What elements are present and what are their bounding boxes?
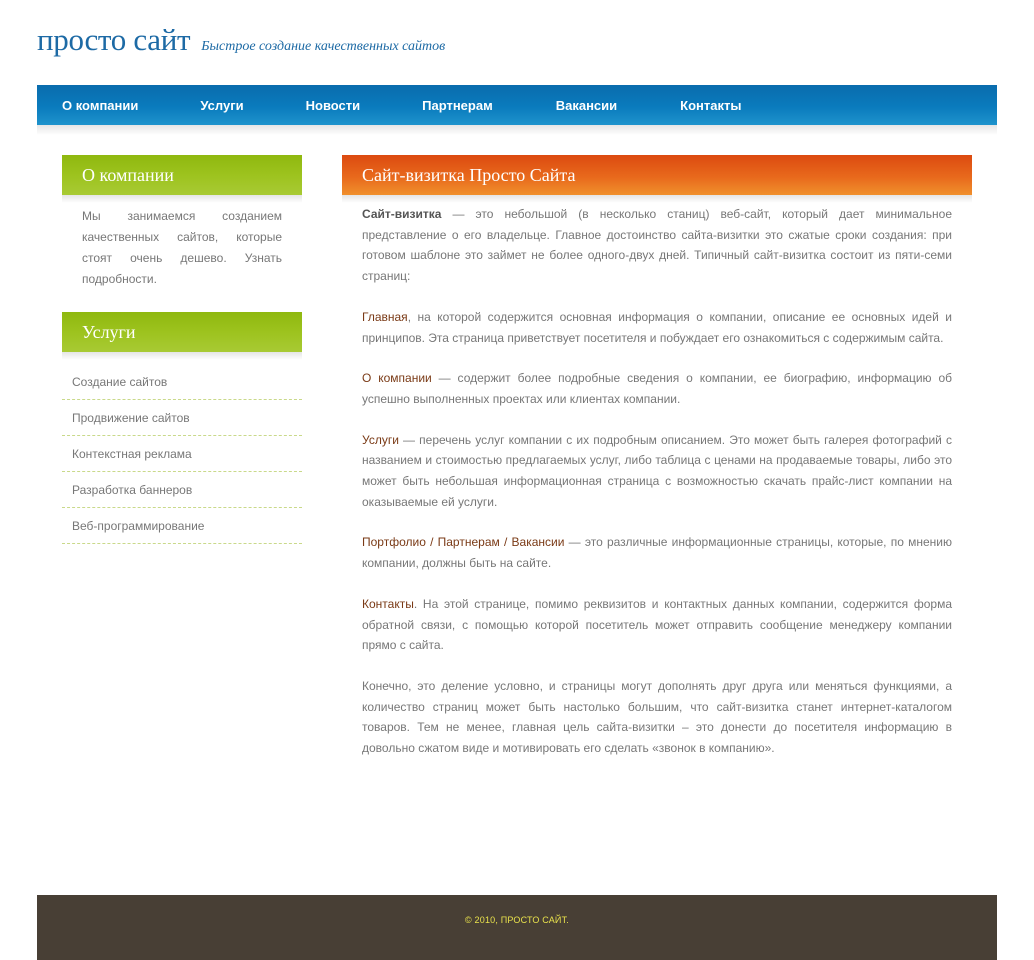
services-list xyxy=(62,364,302,544)
footer-copyright: © 2010, ПРОСТО САЙТ. xyxy=(465,915,569,925)
paragraph-text: — перечень услуг компании с их подробным описанием. Это может быть галерея фотографий с названием и стоимостью предлагаемых услуг, либо таблица с ценами на продаваемые товары, либо это может быть небольшая информационная страница с возможностью скачать прайс-лист компании на оказываемые ей услуги. xyxy=(362,432,952,509)
paragraph-text: , на которой содержится основная информация о компании, описание ее основных идей и принципов. Эта страница приветствует посетителя и побуждает его ознакомиться с содержимым сайта. xyxy=(362,309,952,345)
main-nav xyxy=(37,85,997,125)
nav-item-about[interactable]: О компании xyxy=(62,97,139,113)
paragraph-text: Конечно, это деление условно, и страницы могут дополнять друг друга или меняться функциями, а количество страниц может быть настолько большим, что сайт-визитка станет интернет-каталогом товаров. Тем не менее, главная цель сайта-визитки – это донести до посетителя информацию в довольно сжатом виде и мотивировать его сделать «звонок в компанию». xyxy=(362,678,952,756)
nav-item-services[interactable]: Услуги xyxy=(200,97,244,113)
paragraph-term: Услуги xyxy=(362,432,399,447)
about-block-shadow xyxy=(62,195,302,203)
service-link-seo[interactable]: Продвижение сайтов xyxy=(62,400,302,436)
nav-item-contacts[interactable]: Контакты xyxy=(680,97,742,113)
site-header xyxy=(37,22,445,62)
paragraph-term: Портфолио / Партнерам / Вакансии xyxy=(362,535,565,550)
article-paragraph xyxy=(362,368,952,409)
about-block-title: О компании xyxy=(62,155,302,195)
paragraph-term: Сайт-визитка xyxy=(362,207,442,221)
article-paragraph xyxy=(362,204,952,287)
paragraph-text: — содержит более подробные сведения о компании, ее биографию, информацию об успешно выполненных проектах или клиентах компании. xyxy=(362,371,952,406)
nav-item-vacancies[interactable]: Вакансии xyxy=(555,97,618,113)
service-link-context-ads[interactable]: Контекстная реклама xyxy=(62,436,302,472)
article-body xyxy=(342,204,972,759)
paragraph-text: . На этой странице, помимо реквизитов и контактных данных компании, содержится форма обратной связи, с помощью которой посетитель может отправить сообщение менеджеру компании прямо с сайта. xyxy=(362,596,952,653)
nav-item-news[interactable]: Новости xyxy=(305,97,361,113)
site-slogan: Быстрое создание качественных сайтов xyxy=(201,39,446,54)
site-logo[interactable]: просто сайт xyxy=(37,22,191,57)
main-content xyxy=(342,155,972,779)
paragraph-text: — это различные информационные страницы, которые, по мнению компании, должны быть на сайте. xyxy=(362,535,952,571)
service-link-banners[interactable]: Разработка баннеров xyxy=(62,472,302,508)
article-paragraph xyxy=(362,594,952,656)
nav-item-partners[interactable]: Партнерам xyxy=(422,97,493,113)
nav-shadow xyxy=(37,125,997,135)
service-link-web-programming[interactable]: Веб-программирование xyxy=(62,508,302,544)
about-block-text: Мы занимаемся созданием качественных сайтов, которые стоят очень дешево. Узнать подробности. xyxy=(82,209,282,286)
services-block-title: Услуги xyxy=(62,312,302,352)
page-title: Сайт-визитка Просто Сайта xyxy=(342,155,972,195)
service-link-site-creation[interactable]: Создание сайтов xyxy=(62,364,302,400)
article-paragraph xyxy=(362,307,952,348)
article-paragraph xyxy=(362,430,952,513)
paragraph-term: Главная xyxy=(362,309,408,324)
sidebar xyxy=(62,155,302,544)
services-block-shadow xyxy=(62,352,302,360)
article-paragraph xyxy=(362,676,952,759)
page-title-shadow xyxy=(342,195,972,203)
paragraph-text: — это небольшой (в несколько станиц) веб-сайт, который дает минимальное представление о его владельце. Главное достоинство сайта-визитки это сжатые сроки создания: при готовом шаблоне это займет не более одного-двух дней. Типичный сайт-визитка состоит из пяти-семи страниц: xyxy=(362,207,952,284)
paragraph-term: Контакты xyxy=(362,596,414,611)
site-footer xyxy=(37,895,997,960)
article-paragraph xyxy=(362,532,952,573)
paragraph-term: О компании xyxy=(362,371,432,386)
